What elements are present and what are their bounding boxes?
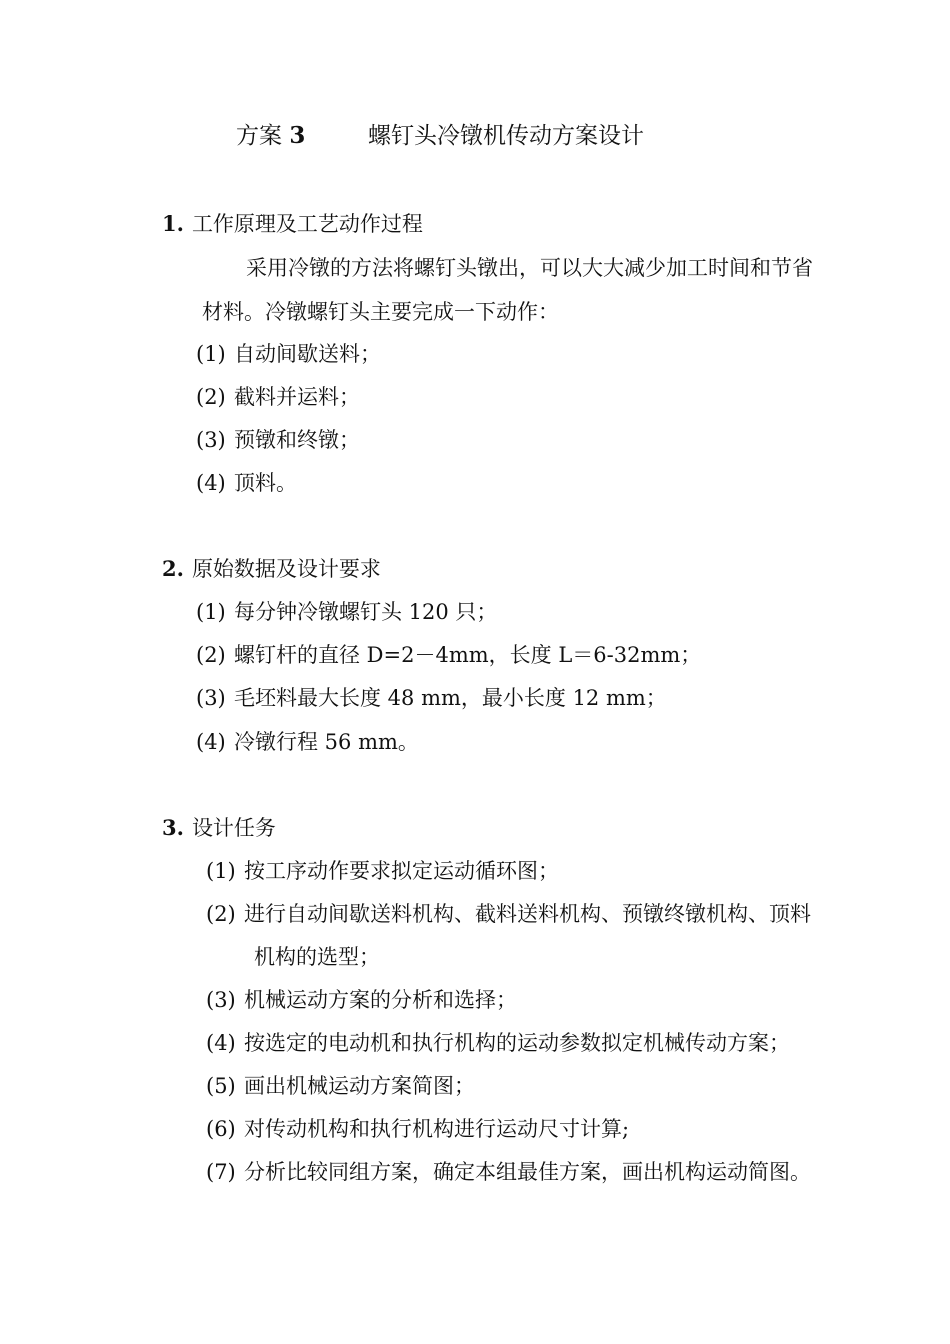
title-text: 螺钉头冷镦机传动方案设计	[367, 123, 644, 149]
section-1-paragraph-line-2: 材料。冷镦螺钉头主要完成一下动作：	[202, 300, 559, 324]
list-item: (2) 截料并运料；	[196, 385, 360, 409]
list-item: (6) 对传动机构和执行机构进行运动尺寸计算;	[206, 1117, 630, 1141]
section-1-title: 工作原理及工艺动作过程	[191, 212, 423, 236]
list-item: (1) 每分钟冷镦螺钉头 120 只；	[196, 600, 498, 624]
list-item: (1) 按工序动作要求拟定运动循环图；	[206, 859, 559, 883]
list-item: (3) 机械运动方案的分析和选择；	[206, 988, 517, 1012]
title-number: 3	[289, 122, 306, 149]
list-item: (3) 预镦和终镦；	[196, 428, 360, 452]
list-item: (2) 螺钉杆的直径 D=2－4mm，长度 L＝6-32mm；	[196, 643, 702, 667]
section-1-number: 1.	[162, 211, 184, 236]
section-3-heading	[162, 812, 276, 844]
list-item-continuation: 机构的选型；	[254, 945, 380, 969]
document-title	[236, 118, 644, 154]
list-item: (7) 分析比较同组方案，确定本组最佳方案，画出机构运动简图。	[206, 1160, 811, 1184]
list-item: (5) 画出机械运动方案简图；	[206, 1074, 475, 1098]
title-prefix: 方案	[236, 123, 282, 149]
section-2-heading	[162, 553, 381, 585]
list-item: (1) 自动间歇送料；	[196, 342, 381, 366]
list-item: (4) 顶料。	[196, 471, 297, 495]
section-3-number: 3.	[162, 815, 184, 840]
section-1-paragraph-line-1: 采用冷镦的方法将螺钉头镦出，可以大大减少加工时间和节省	[246, 256, 813, 280]
list-item: (2) 进行自动间歇送料机构、截料送料机构、预镦终镦机构、顶料	[206, 902, 811, 926]
section-1-heading	[162, 208, 423, 240]
list-item: (4) 冷镦行程 56 mm。	[196, 730, 419, 754]
section-2-title: 原始数据及设计要求	[191, 557, 381, 581]
list-item: (4) 按选定的电动机和执行机构的运动参数拟定机械传动方案；	[206, 1031, 790, 1055]
section-3-title: 设计任务	[191, 816, 276, 840]
list-item: (3) 毛坯料最大长度 48 mm，最小长度 12 mm；	[196, 686, 667, 710]
section-2-number: 2.	[162, 556, 184, 581]
